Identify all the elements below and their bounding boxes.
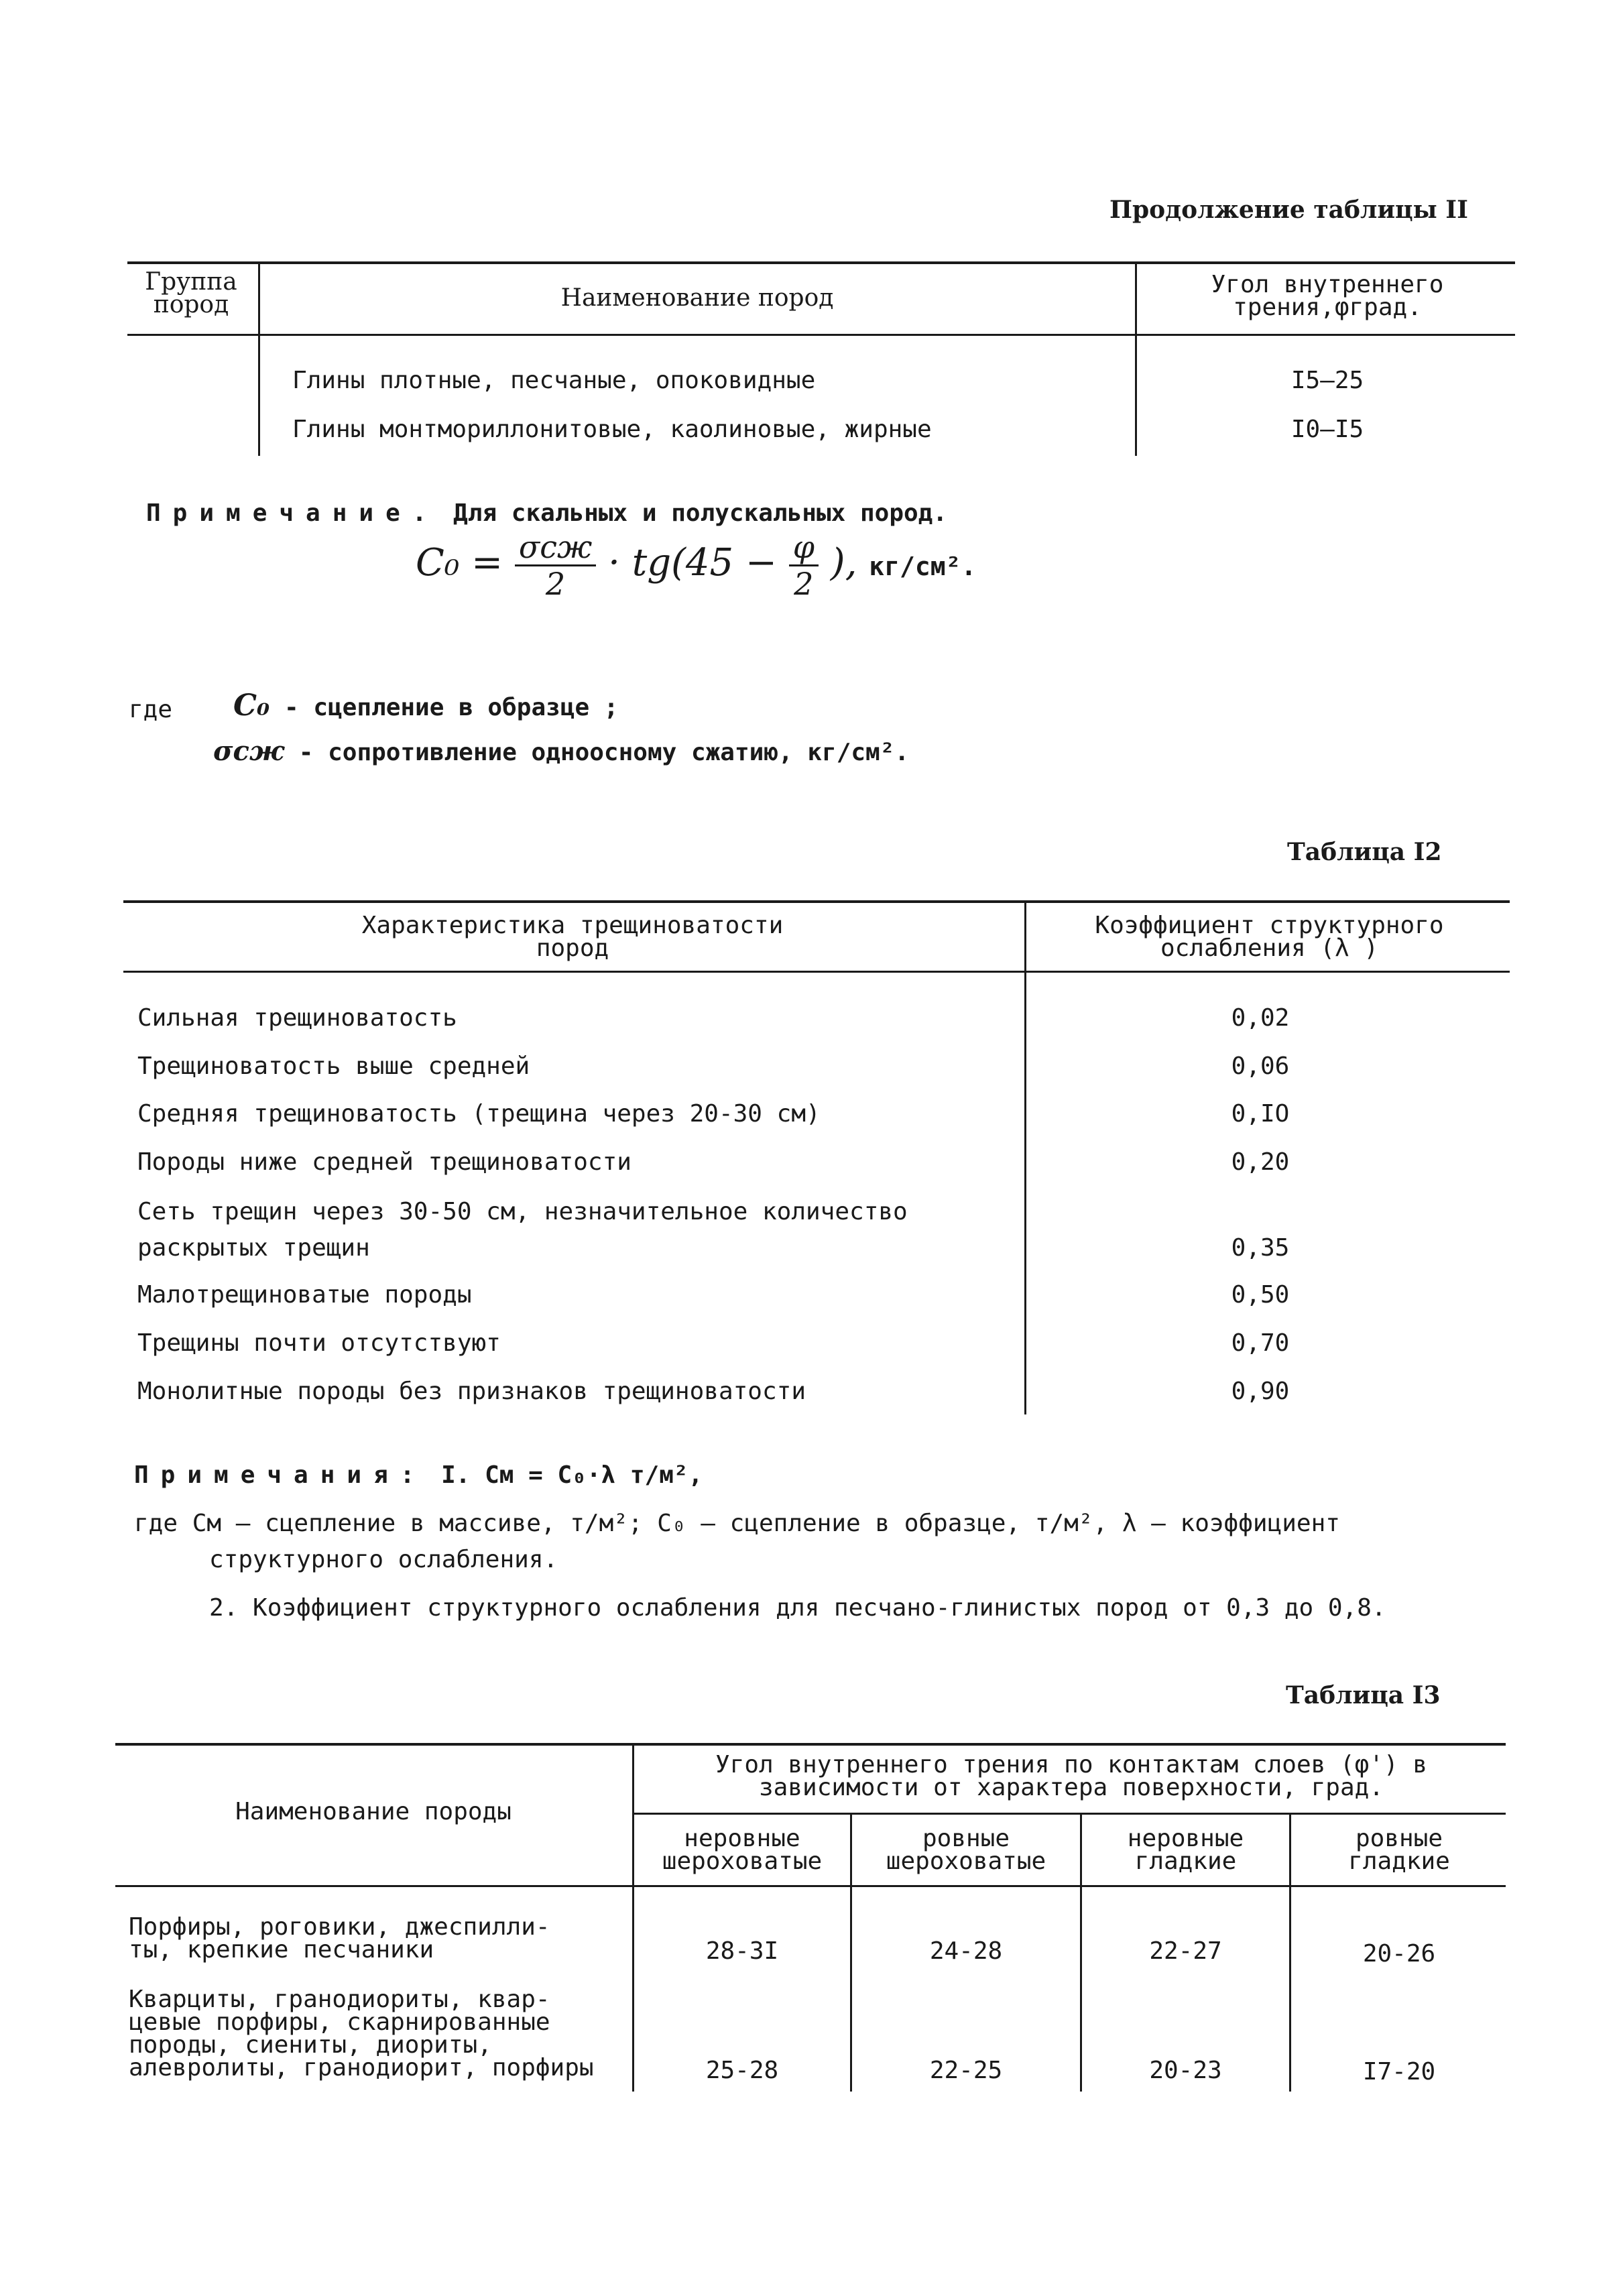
table12-row-label: Трещиноватость выше средней xyxy=(137,1052,530,1080)
table12-row-value: 0,06 xyxy=(1231,1052,1290,1080)
table13-row-value: 28-3I xyxy=(705,1937,779,1965)
table13-row-value: 22-27 xyxy=(1149,1937,1222,1965)
note1-where: где xyxy=(129,696,173,723)
table12-row-label: Малотрещиноватые породы xyxy=(137,1281,472,1309)
table12-col-divider xyxy=(1024,900,1026,1414)
table13-col-divider-3 xyxy=(1080,1813,1082,2092)
table12-header-characteristic: Характеристика трещиноватости пород xyxy=(361,912,784,962)
table12-header-coefficient: Коэффициент структурного ослабления (λ ) xyxy=(1095,912,1444,962)
table12-row-value: 0,IO xyxy=(1231,1100,1290,1128)
table11-row-2-value: I0–I5 xyxy=(1290,416,1364,443)
table12-row-label: Сильная трещиноватость xyxy=(137,1004,457,1032)
note1-def1: C₀ - сцепление в образце ; xyxy=(233,688,619,723)
table13-title: Таблица I3 xyxy=(1286,1681,1441,1709)
table13-group-rule xyxy=(632,1813,1506,1815)
table13-subheader-1: неровные шероховатые xyxy=(662,1825,823,1875)
table12-row-label: Трещины почти отсутствуют xyxy=(137,1329,501,1357)
table12-row-value: 0,70 xyxy=(1231,1329,1290,1357)
table13-subheader-2: ровные шероховатые xyxy=(886,1825,1046,1875)
note2-where-line2: структурного ослабления. xyxy=(209,1546,558,1573)
table11-continuation-title: Продолжение таблицы II xyxy=(1109,196,1468,224)
table12-row-label: Породы ниже средней трещиноватости xyxy=(137,1148,632,1176)
table12-row-value: 0,90 xyxy=(1231,1378,1290,1405)
formula-fraction-phi: $\frac{\varphi}{2}$ xyxy=(789,530,819,601)
table12-row-label: Монолитные породы без признаков трещиноватости xyxy=(137,1378,806,1405)
note1-formula: C₀ = $\frac{\text{σсж}}{2}$ · tg(45 − $\frac{\varphi}{2}$ ), кг/см². xyxy=(416,529,977,602)
table13-row-label: Кварциты, гранодиориты, квар- цевые порфиры, скарнированные породы, сиениты, диориты, алевролиты, гранодиорит, порфиры xyxy=(129,1986,594,2081)
table12-row-value: 0,35 xyxy=(1231,1234,1290,1262)
table13-col-divider-1 xyxy=(632,1743,634,2092)
table11-col-divider-1 xyxy=(258,261,260,456)
table11-row-1-name: Глины плотные, песчаные, опоковидные xyxy=(292,367,816,394)
table13-header-name: Наименование породы xyxy=(235,1798,512,1825)
table13-header-rule xyxy=(115,1885,1506,1887)
table13-top-rule xyxy=(115,1743,1506,1746)
table13-row-value: 25-28 xyxy=(705,2057,779,2084)
note1-heading: Примечание. Для скальных и полускальных пород. xyxy=(146,499,948,527)
table13-subheader-4: ровные гладкие xyxy=(1348,1825,1450,1875)
table13-row-value: 20-23 xyxy=(1149,2057,1222,2084)
table12-row-value: 0,50 xyxy=(1231,1281,1290,1309)
table13-row-value: 24-28 xyxy=(929,1937,1003,1965)
table11-row-1-value: I5–25 xyxy=(1290,367,1364,394)
note2-where-line1: где Cм – сцепление в массиве, т/м²; C₀ – сцепление в образце, т/м², λ – коэффициент xyxy=(134,1510,1340,1537)
table13-subheader-3: неровные гладкие xyxy=(1127,1825,1244,1875)
table12-title: Таблица I2 xyxy=(1287,838,1442,866)
table12-row-label-cont: раскрытых трещин xyxy=(137,1234,370,1262)
table13-row-value: 20-26 xyxy=(1362,1940,1436,1968)
table12-header-rule xyxy=(123,971,1510,973)
table11-row-2-name: Глины монтмориллонитовые, каолиновые, жирные xyxy=(292,416,932,443)
table11-header-group: Группа пород xyxy=(145,268,237,318)
table11-header-name: Наименование пород xyxy=(560,284,834,312)
table11-header-rule xyxy=(127,334,1515,336)
table13-col-divider-4 xyxy=(1289,1813,1291,2092)
table12-row-value: 0,20 xyxy=(1231,1148,1290,1176)
note2-heading: Примечания: I. Cм = C₀·λ т/м², xyxy=(134,1461,703,1489)
table13-header-group: Угол внутреннего трения по контактам слоев (φ') в зависимости от характера поверхности, град. xyxy=(715,1751,1428,1801)
table12-top-rule xyxy=(123,900,1510,903)
note1-def2: σсж - сопротивление одноосному сжатию, кг/см². xyxy=(213,735,910,767)
table13-col-divider-2 xyxy=(850,1813,852,2092)
table13-row-value: I7-20 xyxy=(1362,2058,1436,2086)
table12-row-label: Средняя трещиноватость (трещина через 20-30 см) xyxy=(137,1100,821,1128)
table11-col-divider-2 xyxy=(1135,261,1137,456)
table11-top-rule xyxy=(127,261,1515,264)
table13-row-label: Порфиры, роговики, джеспилли- ты, крепкие песчаники xyxy=(129,1913,550,1963)
formula-fraction-sigma: $\frac{\text{σсж}}{2}$ xyxy=(515,530,596,601)
table12-row-label: Сеть трещин через 30-50 см, незначительное количество xyxy=(137,1198,908,1225)
table13-row-value: 22-25 xyxy=(929,2057,1003,2084)
table12-row-value: 0,02 xyxy=(1231,1004,1290,1032)
table11-header-angle: Угол внутреннего трения,φград. xyxy=(1211,271,1444,321)
note2-item2: 2. Коэффициент структурного ослабления для песчано-глинистых пород от 0,3 до 0,8. xyxy=(209,1594,1386,1622)
